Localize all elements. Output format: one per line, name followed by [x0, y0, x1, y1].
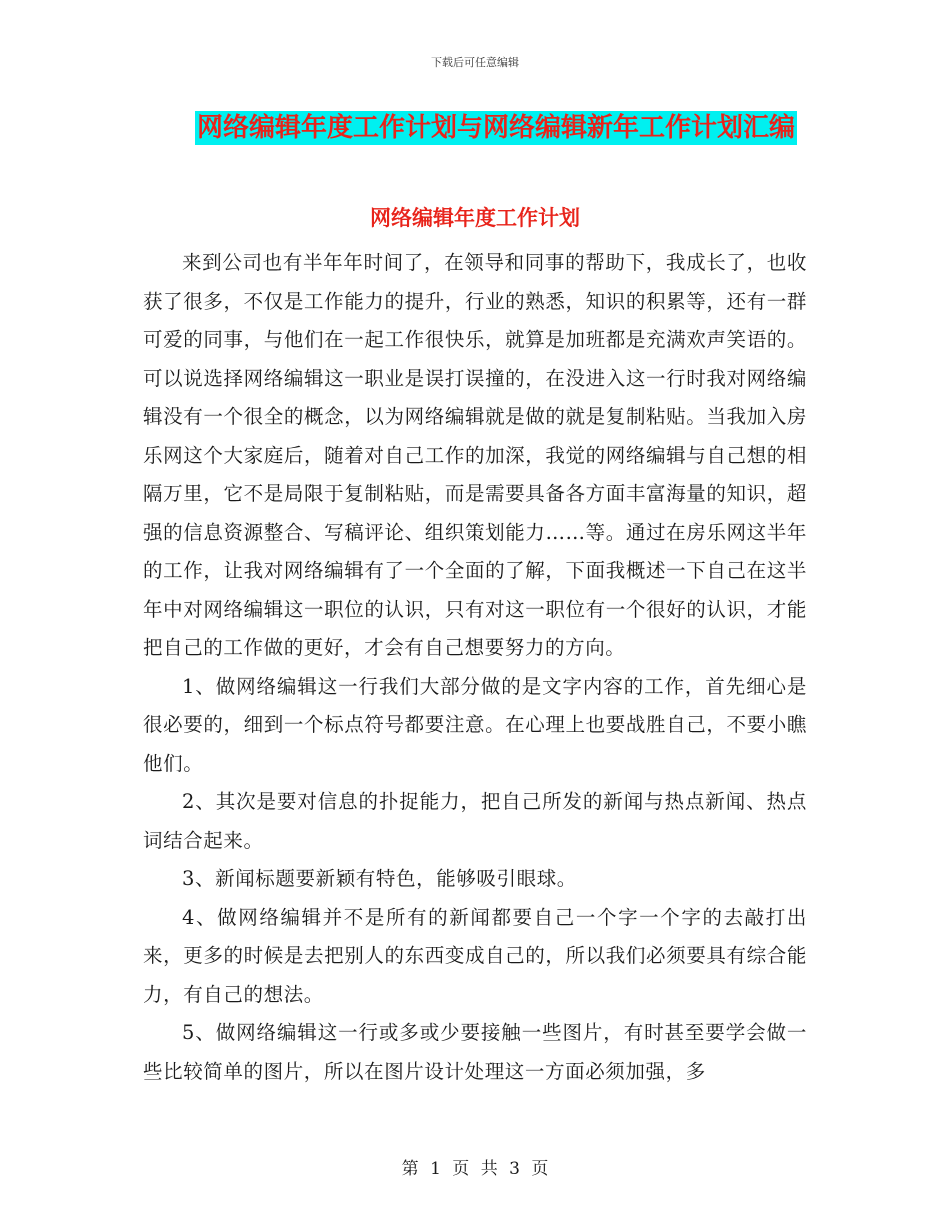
page-footer: 第 1 页 共 3 页 [401, 1159, 549, 1179]
paragraph: 2、其次是要对信息的扑捉能力，把自己所发的新闻与热点新闻、热点词结合起来。 [143, 790, 807, 852]
paragraph: 5、做网络编辑这一行或多或少要接触一些图片，有时甚至要学会做一些比较简单的图片，所以在图片设计处理这一方面必须加强，多 [143, 1021, 807, 1083]
document-body [143, 244, 807, 1091]
paragraph: 3、新闻标题要新颖有特色，能够吸引眼球。 [182, 867, 577, 890]
paragraph: 来到公司也有半年年时间了，在领导和同事的帮助下，我成长了，也收获了很多，不仅是工作能力的提升，行业的熟悉，知识的积累等，还有一群可爱的同事，与他们在一起工作很快乐，就算是加班都是充满欢声笑语的。可以说选择网络编辑这一职业是误打误撞的，在没进入这一行时我对网络编辑没有一个很全的概念，以为网络编辑就是做的就是复制粘贴。当我加入房乐网这个大家庭后，随着对自己工作的加深，我觉的网络编辑与自己想的相隔万里，它不是局限于复制粘贴，而是需要具备各方面丰富海量的知识，超强的信息资源整合、写稿评论、组织策划能力……等。通过在房乐网这半年的工作，让我对网络编辑有了一个全面的了解，下面我概述一下自己在这半年中对网络编辑这一职位的认识，只有对这一职位有一个很好的认识，才能把自己的工作做的更好，才会有自己想要努力的方向。 [143, 251, 807, 659]
paragraph: 1、做网络编辑这一行我们大部分做的是文字内容的工作，首先细心是很必要的，细到一个标点符号都要注意。在心理上也要战胜自己，不要小瞧他们。 [143, 674, 807, 775]
header-note: 下载后可任意编辑 [431, 56, 519, 69]
paragraph: 4、做网络编辑并不是所有的新闻都要自己一个字一个字的去敲打出来，更多的时候是去把别人的东西变成自己的，所以我们必须要具有综合能力，有自己的想法。 [143, 905, 807, 1006]
section-title: 网络编辑年度工作计划 [370, 206, 580, 230]
document-title: 网络编辑年度工作计划与网络编辑新年工作计划汇编 [197, 113, 796, 143]
